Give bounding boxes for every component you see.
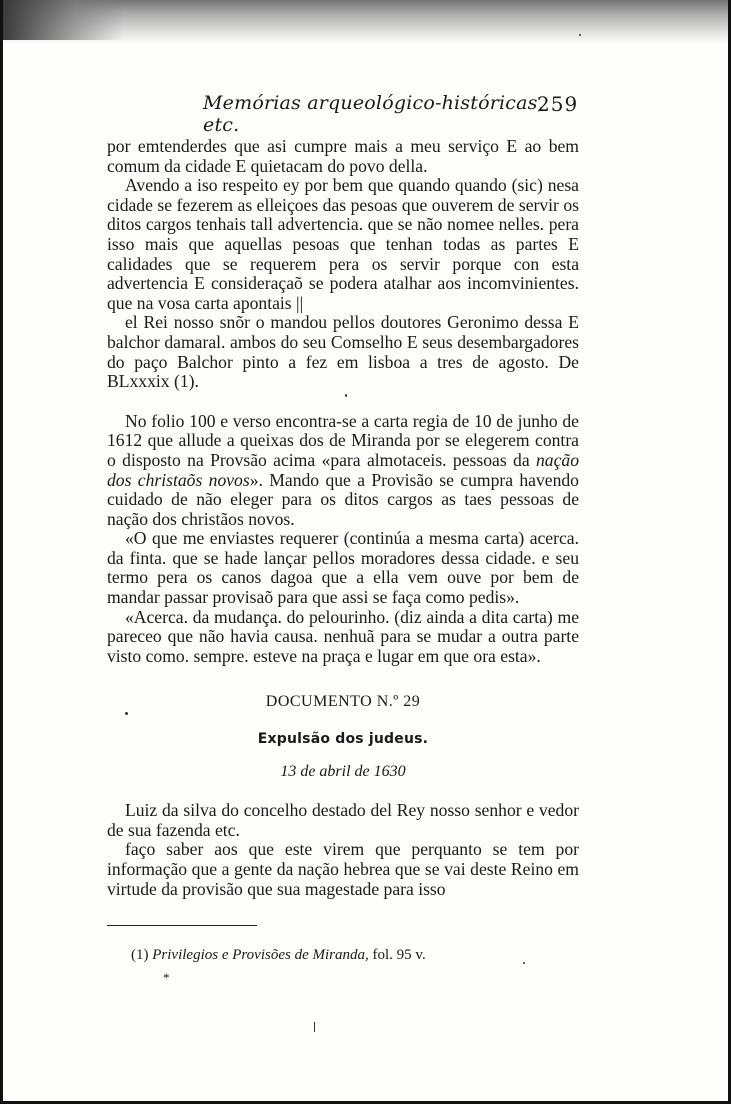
document-paragraph-2: faço saber aos que este virem que perquanto se tem por informação que a gente da nação hebrea que se vai deste Reino em virtude da provisão que sua magestade para isso <box>107 839 579 899</box>
header-title: Memórias arqueológico-históricas, etc. <box>203 92 544 136</box>
scan-shadow-corner <box>3 0 123 40</box>
footnote-rule <box>107 925 257 926</box>
running-header <box>203 92 583 136</box>
paragraph-4 <box>107 412 579 530</box>
speck <box>579 34 581 36</box>
page-number: 259 <box>537 92 579 116</box>
paragraph-3: el Rei nosso snõr o mandou pellos doutores Geronimo dessa E balchor damaral. ambos do seu Comselho E seus desembargadores do paço Balchor pinto a fez em lisboa a tres de agosto. De BLxxxix (1). <box>107 312 579 392</box>
page-body <box>107 137 579 987</box>
document-subtitle: Expulsão dos judeus. <box>257 731 429 748</box>
paragraph-2: Avendo a iso respeito ey por bem que quando quando (sic) nesa cidade se fezerem as elleiçoes das pesoas que ouverem de servir os ditos cargos tenhais tall advertencia. que se não nomee nelles. pera isso mais que aquellas pesoas que tenhan todas as partes E calidades que se requerem pera os servir porque con esta advertencia E consideraçaõ se podera atalhar aos incomvinientes. que na vosa carta apontais || <box>107 175 579 313</box>
paragraph-4-text-start: No folio 100 e verso encontra-se a carta regia de 10 de junho de 1612 que allude a queixas dos de Miranda por se elegerem contra o disposto na Provsão acima «para almotaceis. pessoas da <box>107 410 579 470</box>
footnote-marker: (1) <box>131 947 149 964</box>
paragraph-4-italic: nação dos christaõs novos <box>107 449 579 490</box>
speck <box>314 1022 315 1032</box>
speck <box>523 962 525 964</box>
footnote-title: Privilegios e Provisões de Miranda, <box>152 947 369 964</box>
speck <box>125 712 128 715</box>
footnote <box>107 946 579 966</box>
document-date: 13 de abril de 1630 <box>280 762 406 780</box>
paragraph-1: por emtenderdes que asi cumpre mais a meu serviço E ao bem comum da cidade E quietacam do povo della. <box>107 136 579 176</box>
speck <box>345 394 347 397</box>
paragraph-4-text-end: ». Mando que a Provisão se cumpra havendo cuidado de não eleger para os ditos cargos as taes pessoas de nação dos christãos novos. <box>107 469 579 529</box>
footnote-asterisk: * <box>163 969 170 985</box>
document-heading: DOCUMENTO N.º 29 <box>265 693 421 711</box>
paragraph-6: «Acerca. da mudança. do pelourinho. (diz ainda a dita carta) me pareceo que não havia causa. nenhuã para se mudar a outra parte visto como. sempre. esteve na praça e lugar em que ora esta». <box>107 606 579 666</box>
footnote-ref: fol. 95 v. <box>372 947 426 964</box>
document-paragraph-1: Luiz da silva do concelho destado del Rey nosso senhor e vedor de sua fazenda etc. <box>107 800 579 840</box>
paragraph-5: «O que me enviastes requerer (continúa a mesma carta) acerca. da finta. que se hade lançar pellos moradores dessa cidade. e seu termo pera os canos dagoa que a ella vem ouve por bem de mandar passar provisaõ para que assi se faça como pedis». <box>107 528 579 608</box>
